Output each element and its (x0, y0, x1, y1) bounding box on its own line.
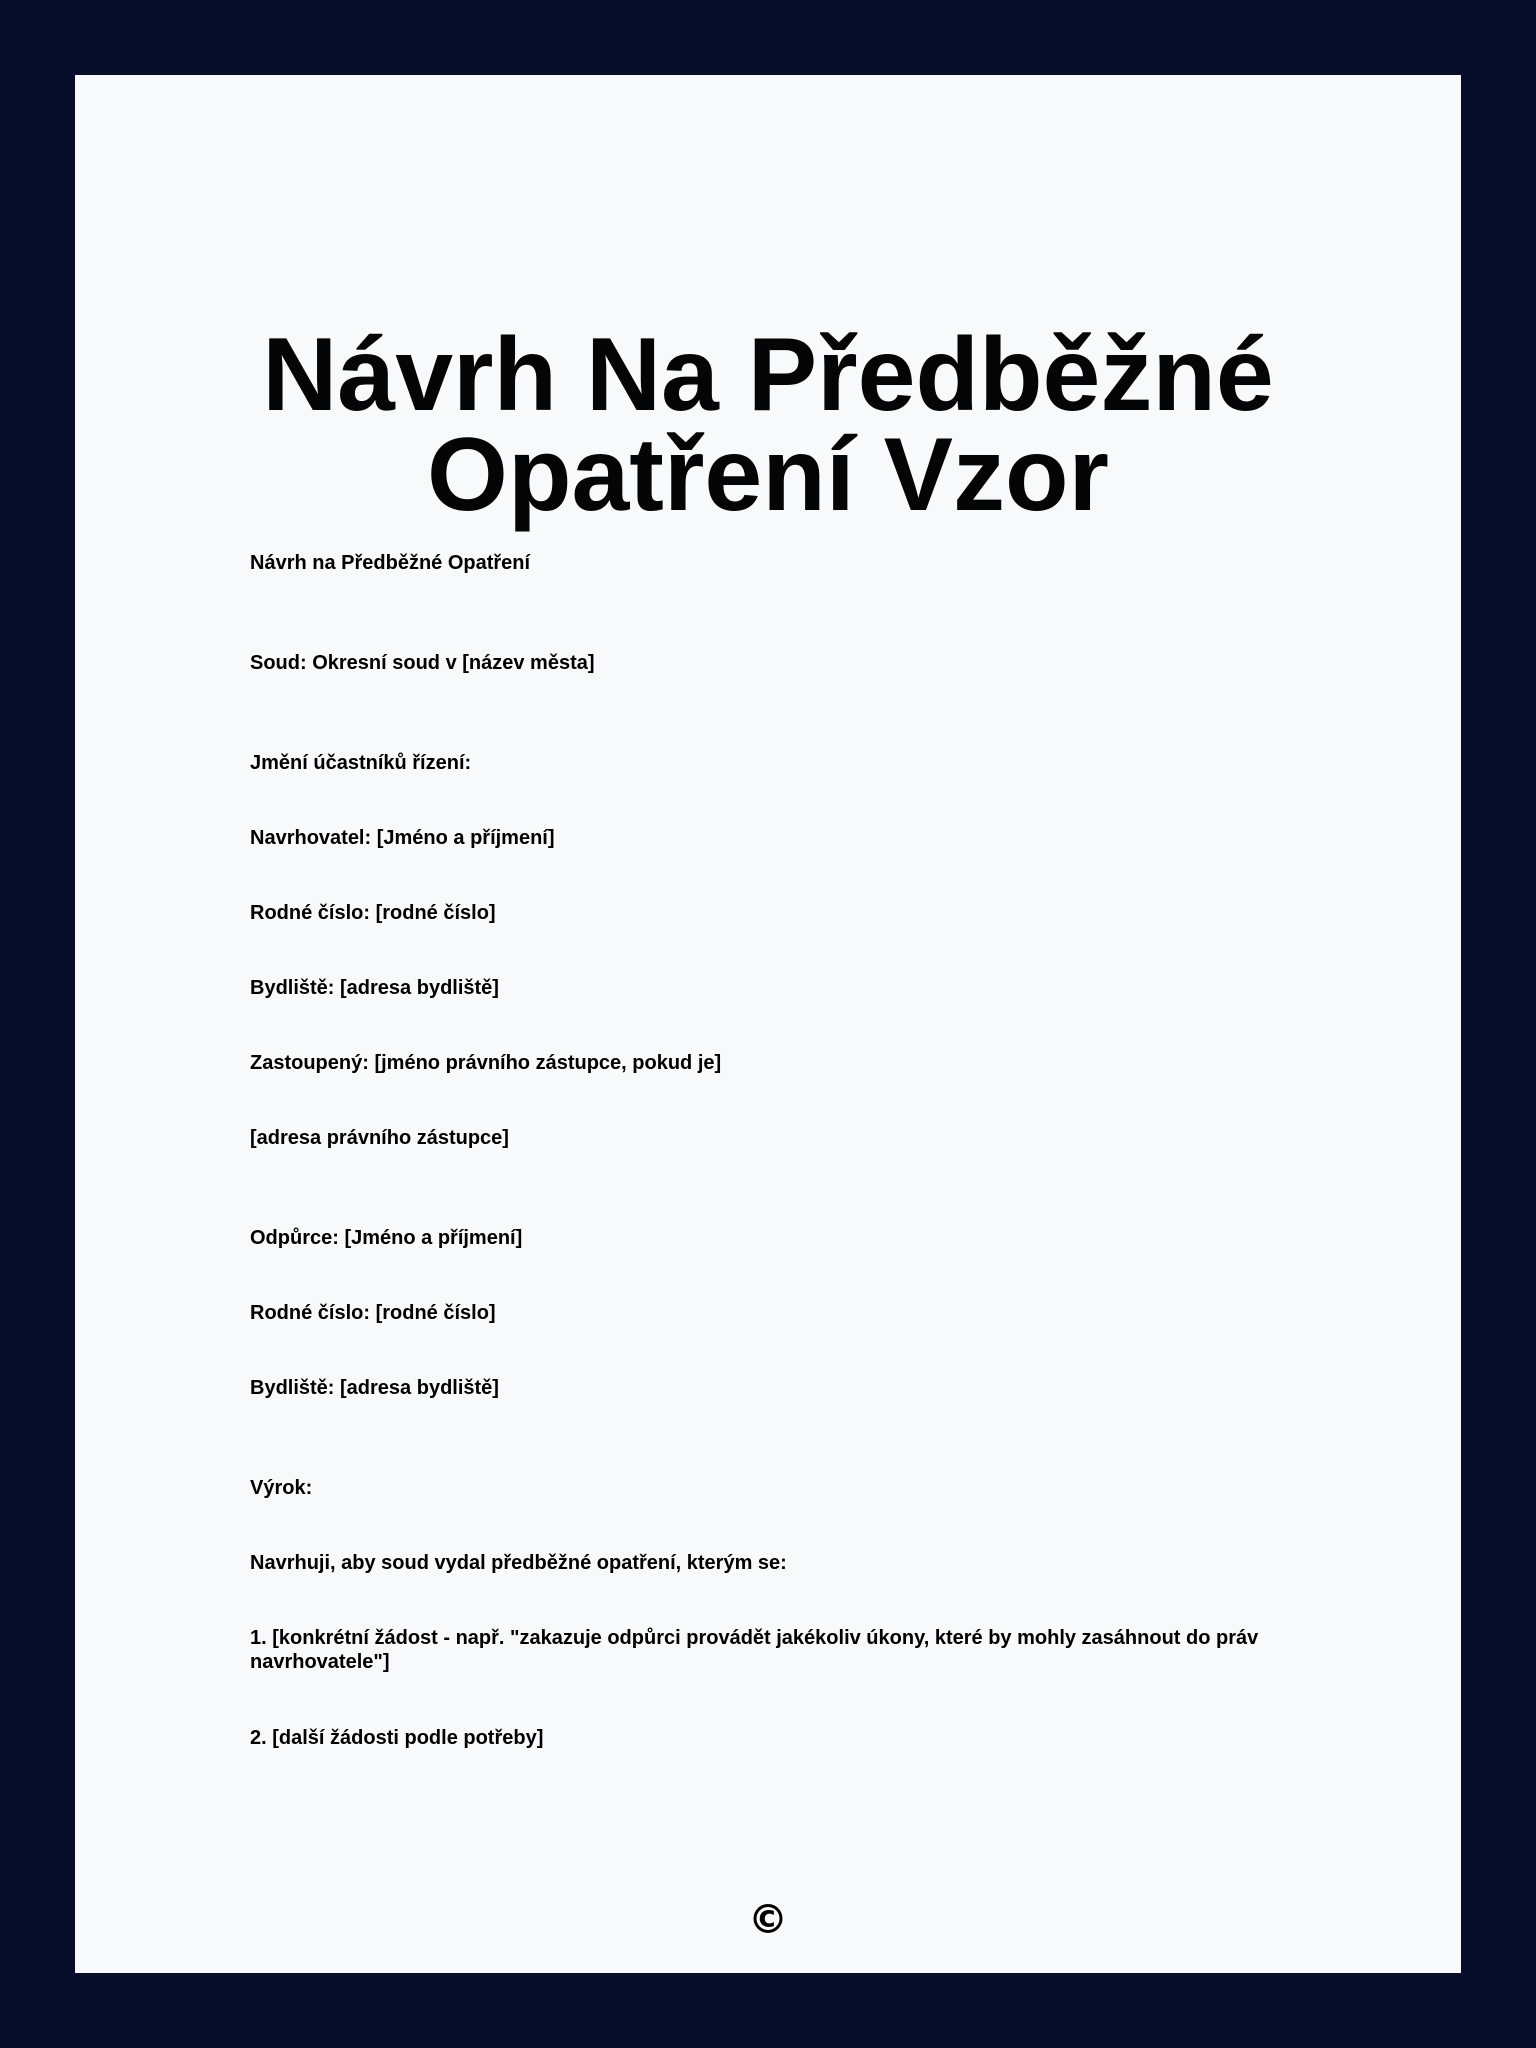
request-intro: Navrhuji, aby soud vydal předběžné opatření, kterým se: (250, 1552, 787, 1574)
parties-heading: Jmění účastníků řízení: (250, 752, 472, 774)
document-title: Návrh Na Předběžné Opatření Vzor (262, 317, 1274, 533)
document-heading: Návrh na Předběžné Opatření (250, 552, 531, 574)
copyright-icon: © (748, 1897, 788, 1943)
request-item-2: 2. [další žádosti podle potřeby] (250, 1727, 544, 1749)
verdict-heading: Výrok: (250, 1477, 313, 1499)
respondent-birth-number: Rodné číslo: [rodné číslo] (250, 1302, 496, 1324)
respondent-residence: Bydliště: [adresa bydliště] (250, 1377, 499, 1399)
request-item-1: 1. [konkrétní žádost - např. "zakazuje odpůrci provádět jakékoliv úkony, které by mohly zasáhnout do práv navrhovatele"] (250, 1627, 1259, 1673)
document-page (75, 75, 1461, 1973)
court-line: Soud: Okresní soud v [název města] (250, 652, 595, 674)
petitioner-representative: Zastoupený: [jméno právního zástupce, pokud je] (250, 1052, 722, 1074)
respondent-name: Odpůrce: [Jméno a příjmení] (250, 1227, 523, 1249)
representative-address: [adresa právního zástupce] (250, 1127, 509, 1149)
petitioner-birth-number: Rodné číslo: [rodné číslo] (250, 902, 496, 924)
petitioner-residence: Bydliště: [adresa bydliště] (250, 977, 499, 999)
petitioner-name: Navrhovatel: [Jméno a příjmení] (250, 827, 555, 849)
